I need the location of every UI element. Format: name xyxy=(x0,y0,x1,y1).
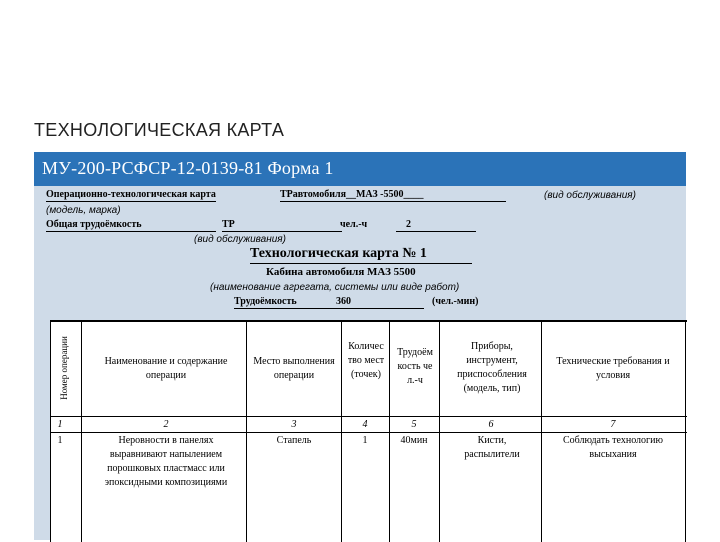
form-line1-value: ТРавтомобиля__МАЗ -5500____ xyxy=(280,189,424,200)
form-line1-right: (вид обслуживания) xyxy=(544,190,636,201)
row1-count: 1 xyxy=(362,435,368,446)
labor-unit: (чел.-мин) xyxy=(432,296,479,307)
row1-name: Неровности в панелях выравнивают напылением порошковых пластмасс или эпоксидными композициями xyxy=(104,435,228,488)
col-number-1: 1 xyxy=(57,419,63,430)
title-band xyxy=(34,152,686,186)
card-title: Технологическая карта № 1 xyxy=(250,246,427,261)
row1-tools: Кисти, распылители xyxy=(464,435,520,460)
slide-title: ТЕХНОЛОГИЧЕСКАЯ КАРТА xyxy=(34,120,285,140)
form-service-type-note: (вид обслуживания) xyxy=(194,234,286,245)
form-line1-label: Операционно-технологическая карта xyxy=(46,189,216,200)
form-total-labor-label: Общая трудоёмкость xyxy=(46,219,142,230)
band-title: МУ-200-РСФСР-12-0139-81 Форма 1 xyxy=(42,158,334,178)
row1-num: 1 xyxy=(57,435,63,446)
col-number-2: 2 xyxy=(163,419,169,430)
header-count: Количество мест (точек) xyxy=(347,341,385,380)
header-op-name: Наименование и содержание операции xyxy=(104,356,228,381)
row1-requirements: Соблюдать технологию высыхания xyxy=(563,435,663,460)
row1-labor: 40мин xyxy=(400,435,428,446)
header-labor: Трудоёмкость чел.-ч xyxy=(397,347,433,386)
col-number-4: 4 xyxy=(362,419,368,430)
card-subtitle: Кабина автомобиля МАЗ 5500 xyxy=(266,266,416,278)
header-place: Место выполнения операции xyxy=(253,356,335,381)
header-requirements: Технические требования и условия xyxy=(556,356,670,381)
row1-place: Стапель xyxy=(276,435,312,446)
header-tools: Приборы, инструмент, приспособления (модель, тип) xyxy=(457,341,527,394)
col-number-3: 3 xyxy=(291,419,297,430)
labor-label: Трудоёмкость xyxy=(234,296,297,307)
form-model-note: (модель, марка) xyxy=(46,205,121,216)
operations-table xyxy=(50,320,687,542)
form-tr-label: ТР xyxy=(222,219,235,230)
col-number-5: 5 xyxy=(411,419,417,430)
labor-value: 360 xyxy=(336,296,351,307)
card-note: (наименование агрегата, системы или виде работ) xyxy=(210,282,460,293)
col-number-7: 7 xyxy=(610,419,616,430)
form-total-labor-value: 2 xyxy=(406,219,411,230)
form-unit-label: чел.-ч xyxy=(340,219,368,230)
col-number-6: 6 xyxy=(488,419,494,430)
header-op-number: Номер операции xyxy=(59,336,69,400)
